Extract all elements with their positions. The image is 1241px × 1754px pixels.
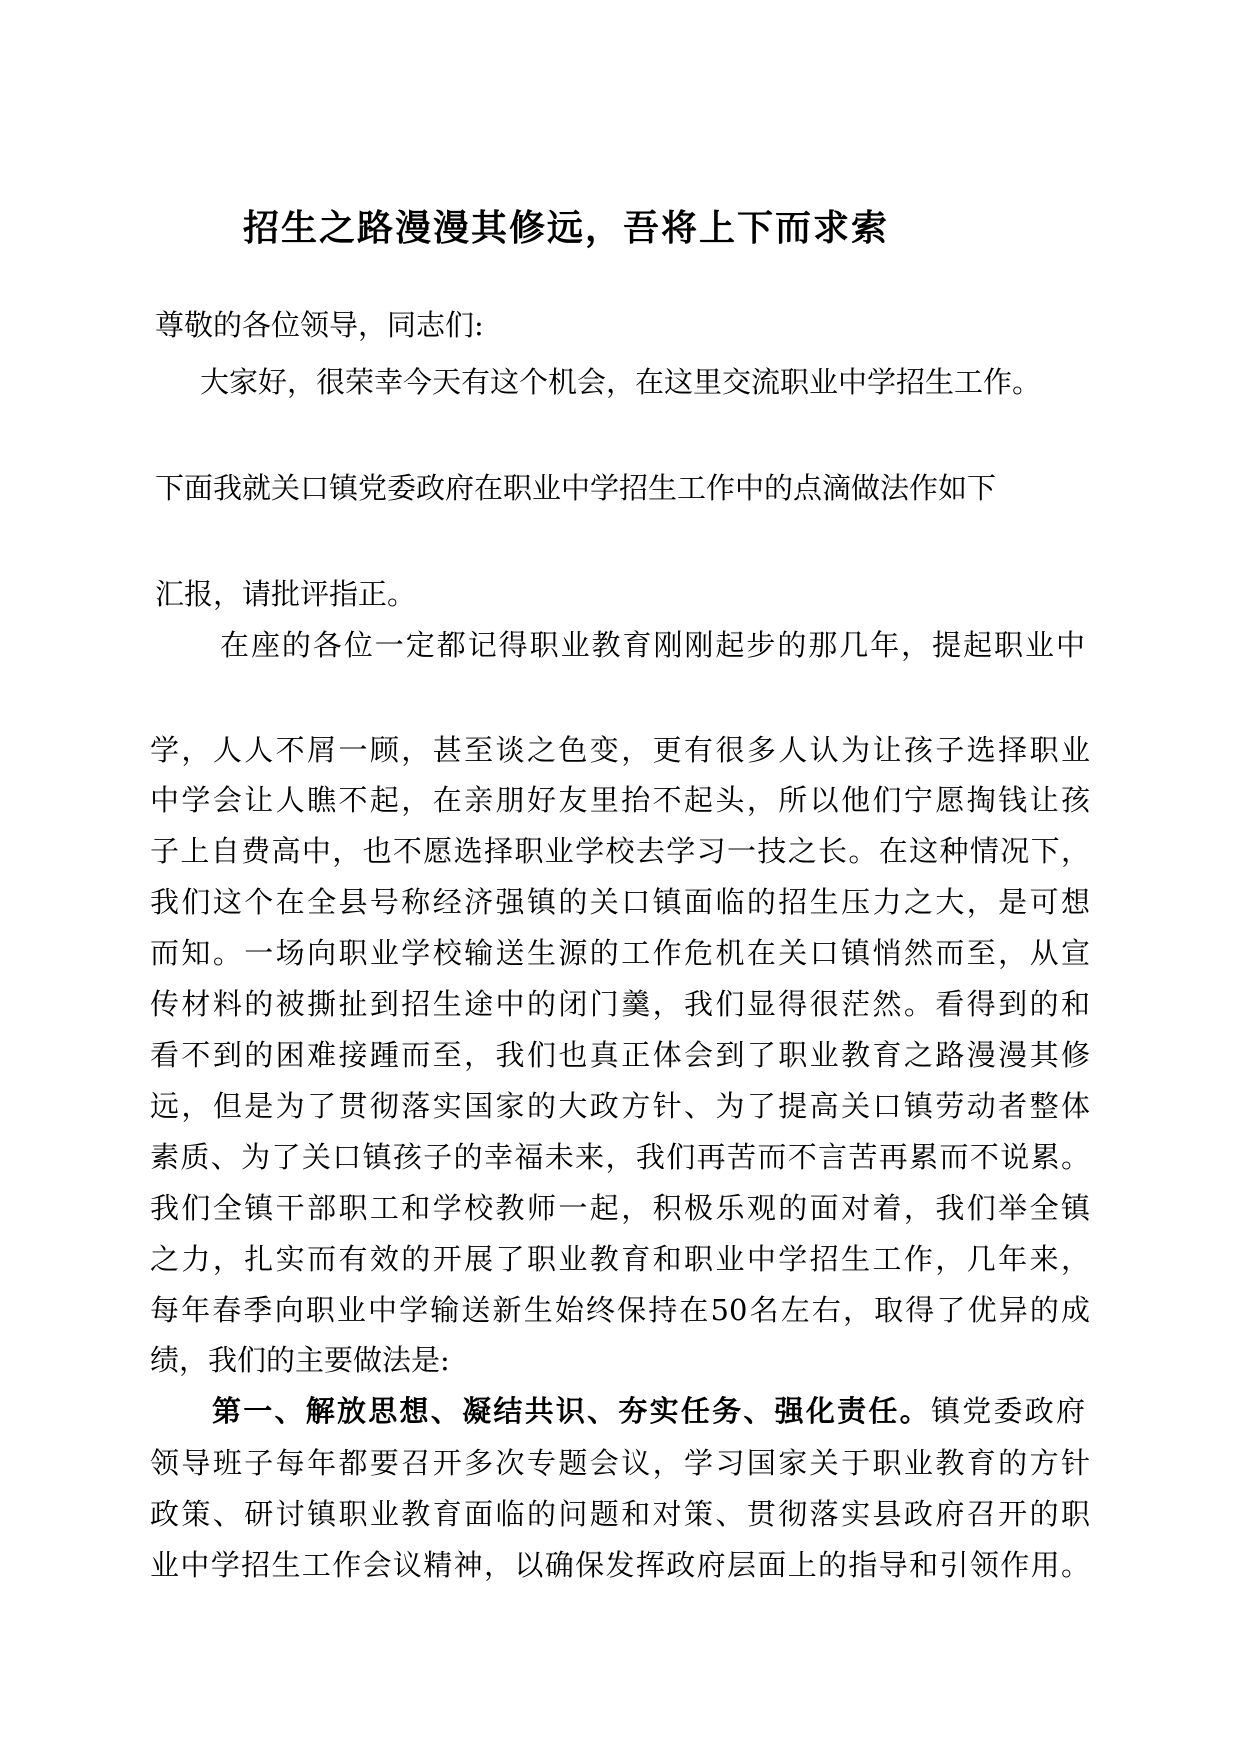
paragraph-line: 学，人人不屑一顾，甚至谈之色变，更有很多人认为让孩子选择职业	[150, 733, 1090, 767]
paragraph-line: 远，但是为了贯彻落实国家的大政方针、为了提高关口镇劳动者整体	[150, 1089, 1090, 1123]
paragraph-line: 我们这个在全县号称经济强镇的关口镇面临的招生压力之大，是可想	[150, 885, 1090, 919]
paragraph-line: 而知。一场向职业学校输送生源的工作危机在关口镇悄然而至，从宣	[150, 936, 1090, 970]
paragraph-line: 传材料的被撕扯到招生途中的闭门羹，我们显得很茫然。看得到的和	[150, 987, 1090, 1021]
section-1-heading-line	[212, 1391, 1085, 1431]
document-title: 招生之路漫漫其修远，吾将上下而求索	[243, 207, 890, 249]
paragraph-line: 我们全镇干部职工和学校教师一起，积极乐观的面对着，我们举全镇	[150, 1191, 1090, 1225]
intro-line-2: 汇报，请批评指正。	[155, 577, 417, 611]
paragraph-line: 政策、研讨镇职业教育面临的问题和对策、贯彻落实县政府召开的职	[150, 1497, 1090, 1531]
intro-line-1: 下面我就关口镇党委政府在职业中学招生工作中的点滴做法作如下	[155, 471, 997, 505]
opening-line: 大家好，很荣幸今天有这个机会，在这里交流职业中学招生工作。	[200, 365, 1042, 399]
paragraph-line: 看不到的困难接踵而至，我们也真正体会到了职业教育之路漫漫其修	[150, 1038, 1090, 1072]
paragraph-line: 领导班子每年都要召开多次专题会议，学习国家关于职业教育的方针	[150, 1446, 1090, 1480]
section-1-heading: 第一、解放思想、凝结共识、夯实任务、强化责任。	[212, 1394, 931, 1428]
section-1-heading-tail: 镇党委政府	[930, 1394, 1085, 1428]
paragraph-line: 中学会让人瞧不起，在亲朋好友里抬不起头，所以他们宁愿掏钱让孩	[150, 783, 1090, 817]
paragraph-line: 每年春季向职业中学输送新生始终保持在50名左右，取得了优异的成	[150, 1293, 1090, 1327]
paragraph-line: 之力，扎实而有效的开展了职业教育和职业中学招生工作，几年来，	[150, 1242, 1090, 1276]
paragraph-line: 业中学招生工作会议精神，以确保发挥政府层面上的指导和引领作用。	[150, 1548, 1090, 1582]
paragraph-1-line-1: 在座的各位一定都记得职业教育刚刚起步的那几年，提起职业中	[220, 628, 1085, 662]
paragraph-line: 子上自费高中，也不愿选择职业学校去学习一技之长。在这种情况下，	[150, 834, 1090, 868]
salutation: 尊敬的各位领导，同志们:	[155, 308, 484, 342]
paragraph-line: 绩，我们的主要做法是:	[150, 1343, 450, 1377]
paragraph-line: 素质、为了关口镇孩子的幸福未来，我们再苦而不言苦再累而不说累。	[150, 1140, 1090, 1174]
